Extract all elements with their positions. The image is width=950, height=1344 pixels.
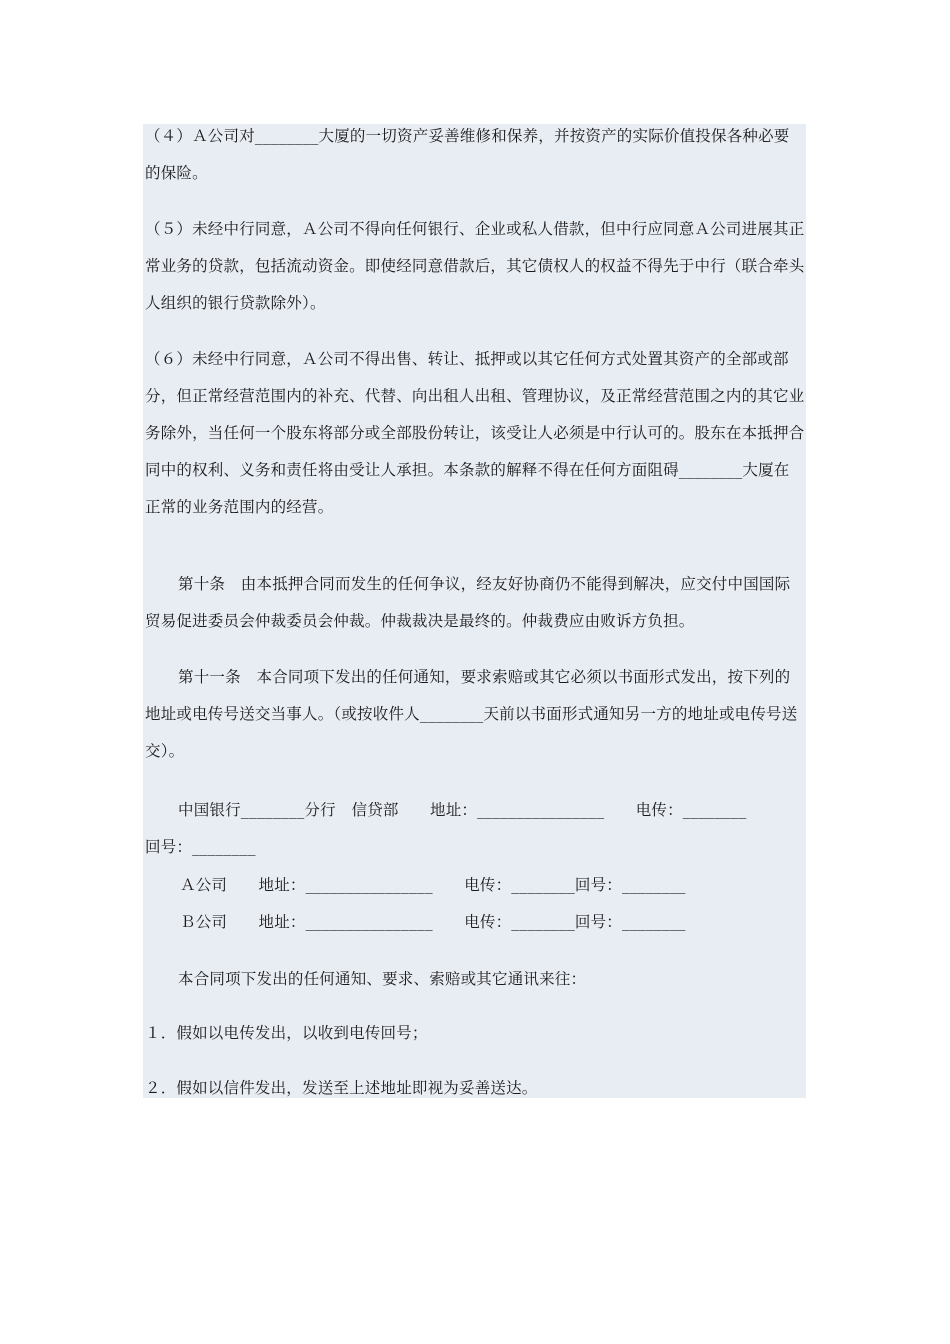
bank-contact-line: 中国银行________分行 信贷部 地址：________________ 电传：________ — [178, 801, 747, 819]
article-11: 第十一条 本合同项下发出的任何通知，要求索赔或其它必须以书面形式发出，按下列的地址或电传号送交当事人。（或按收件人________天前以书面形式通知另一方的地址或电传号送交）。 — [145, 668, 798, 760]
bank-contact-line-continued: 回号：________ — [145, 838, 256, 856]
notice-intro: 本合同项下发出的任何通知、要求、索赔或其它通讯来往： — [178, 970, 587, 988]
article-10: 第十条 由本抵押合同而发生的任何争议，经友好协商仍不能得到解决，应交付中国国际贸易促进委员会仲裁委员会仲裁。仲裁裁决是最终的。仲裁费应由败诉方负担。 — [145, 575, 791, 630]
clause-4: （４）Ａ公司对________大厦的一切资产妥善维修和保养，并按资产的实际价值投保各种必要的保险。 — [145, 127, 790, 182]
company-a-contact: Ａ公司 地址：________________ 电传：________回号：________ — [180, 876, 686, 894]
notice-item-2: ２．假如以信件发出，发送至上述地址即视为妥善送达。 — [145, 1079, 538, 1097]
notice-item-1: １．假如以电传发出，以收到电传回号； — [145, 1024, 428, 1042]
clause-5: （５）未经中行同意，Ａ公司不得向任何银行、企业或私人借款，但中行应同意Ａ公司进展其正常业务的贷款，包括流动资金。即使经同意借款后，其它债权人的权益不得先于中行（联合牵头人组织的银行贷款除外）。 — [145, 220, 805, 312]
company-b-contact: Ｂ公司 地址：________________ 电传：________回号：________ — [180, 913, 686, 931]
clause-6: （６）未经中行同意，Ａ公司不得出售、转让、抵押或以其它任何方式处置其资产的全部或部分，但正常经营范围内的补充、代替、向出租人出租、管理协议，及正常经营范围之内的其它业务除外，当任何一个股东将部分或全部股份转让，该受让人必须是中行认可的。股东在本抵押合同中的权利、义务和责任将由受让人承担。本条款的解释不得在任何方面阻碍________大厦在正常的业务范围内的经营。 — [145, 350, 805, 516]
